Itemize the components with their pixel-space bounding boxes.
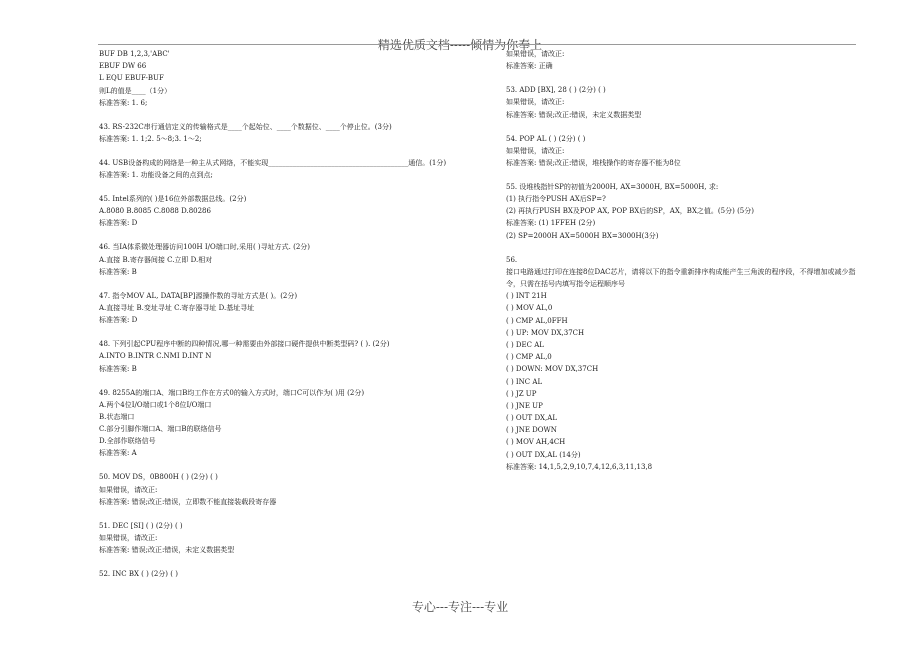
left-question-block: [99, 520, 479, 557]
left-question-block: [99, 241, 479, 278]
block-gap: [506, 169, 906, 181]
right-question-block: [506, 48, 906, 72]
right-text-line: 标准答案: 14,1,5,2,9,10,7,4,12,6,3,11,13,8: [506, 462, 653, 471]
right-text-line: 令，只需在括号内填写指令运程顺序号: [506, 280, 625, 288]
right-question-block: [506, 84, 906, 121]
right-text-line: (1) 执行指令PUSH AX后SP=?: [506, 195, 606, 204]
left-text-line: A.INTO B.INTR C.NMI D.INT N: [99, 352, 212, 361]
left-text-line: 46. 当IA体系微处理器访问100H I/O端口时,采用( )寻址方式. (2分): [99, 243, 311, 252]
right-text-line: ( ) JNE DOWN: [506, 426, 557, 435]
right-text-line: ( ) UP: MOV DX,37CH: [506, 328, 585, 337]
left-text-line: 标准答案: D: [99, 219, 138, 228]
left-text-line: 47. 指令MOV AL, DATA[BP]源操作数的寻址方式是( )。(2分): [99, 291, 298, 300]
left-question-block: [99, 338, 479, 375]
right-column: [506, 48, 906, 473]
left-text-line: 44. USB设备构成的网络是一种主从式网络，不能实现________________________________________通信。(1分): [99, 158, 447, 167]
left-text-line: 标准答案: 1. 功能设备之间的点到点;: [99, 171, 213, 180]
block-gap: [99, 145, 479, 157]
right-text-line: 标准答案: 正确: [506, 62, 553, 71]
left-question-block: [99, 290, 479, 327]
right-text-line: ( ) MOV AH,4CH: [506, 438, 566, 447]
left-question-block: [99, 157, 479, 181]
right-text-line: ( ) CMP AL,0: [506, 353, 552, 362]
left-question-block: [99, 48, 479, 109]
right-question-block: [506, 133, 906, 170]
left-text-line: 标准答案: D: [99, 316, 138, 325]
left-text-line: 标准答案: 1. 1;2. 5～8;3. 1～2;: [99, 134, 202, 143]
left-text-line: 如果错误，请改正:: [99, 485, 158, 494]
right-text-line: 标准答案: 错误;改正:错误，未定义数据类型: [506, 110, 642, 119]
left-text-line: BUF DB 1,2,3,'ABC': [99, 50, 170, 58]
block-gap: [99, 230, 479, 242]
right-question-block: [506, 181, 906, 242]
left-text-line: A.两个4位I/O端口或1个8位I/O端口: [99, 400, 212, 409]
left-text-line: D.全部作联络信号: [99, 437, 156, 446]
left-text-line: A.直接 B.寄存器间接 C.立即 D.相对: [99, 255, 213, 264]
left-text-line: 标准答案: 1. 6;: [99, 98, 148, 107]
right-text-line: (2) 再执行PUSH BX及POP AX, POP BX后的SP，AX，BX之值。(5分) (5分): [506, 207, 754, 216]
left-text-line: 43. RS-232C串行通信定义的传输格式是____个起始位、____个数据位、____个停止位。(3分): [99, 122, 392, 131]
left-question-block: [99, 193, 479, 230]
block-gap: [506, 72, 906, 84]
right-text-line: 54. POP AL ( ) (2分) ( ): [506, 134, 586, 143]
left-text-line: B.状态端口: [99, 412, 135, 421]
left-text-line: 标准答案: 错误;改正:错误，未定义数据类型: [99, 546, 235, 555]
right-text-line: ( ) OUT DX,AL (14分): [506, 450, 581, 459]
right-text-line: 标准答案: 错误;改正:错误，堆栈操作的寄存器不能为8位: [506, 158, 681, 167]
left-text-line: A.8080 B.8085 C.8088 D.80286: [99, 207, 211, 216]
right-text-line: ( ) JNE UP: [506, 401, 543, 410]
left-text-line: 标准答案: B: [99, 364, 137, 373]
left-text-line: 标准答案: 错误;改正:错误，立即数不能直接装载段寄存器: [99, 497, 277, 506]
left-question-block: [99, 387, 479, 460]
right-text-line: ( ) INT 21H: [506, 292, 547, 301]
left-text-line: 如果错误，请改正:: [99, 533, 158, 542]
right-text-line: 如果错误，请改正:: [506, 98, 565, 107]
left-column: [99, 48, 479, 580]
left-text-line: 则L的值是____（1分）: [99, 86, 172, 95]
left-text-line: EBUF DW 66: [99, 62, 147, 71]
block-gap: [99, 326, 479, 338]
right-text-line: 53. ADD [BX], 28 ( ) (2分) ( ): [506, 86, 606, 95]
left-text-line: 51. DEC [SI] ( ) (2分) ( ): [99, 521, 183, 530]
right-text-line: ( ) MOV AL,0: [506, 304, 553, 313]
left-question-block: [99, 568, 479, 580]
left-text-line: A.直接寻址 B.变址寻址 C.寄存器寻址 D.基址寻址: [99, 303, 255, 312]
right-text-line: 55. 设堆栈指针SP的初值为2000H, AX=3000H, BX=5000H, 求:: [506, 182, 719, 191]
left-text-line: 48. 下列引起CPU程序中断的四种情况,哪一种需要由外部接口硬件提供中断类型码? ( ). (2分): [99, 340, 390, 349]
block-gap: [99, 460, 479, 472]
right-text-line: 56.: [506, 255, 518, 264]
block-gap: [506, 242, 906, 254]
right-text-line: 标准答案: (1) 1FFEH (2分): [506, 219, 596, 228]
right-text-line: ( ) DOWN: MOV DX,37CH: [506, 365, 599, 374]
left-text-line: 50. MOV DS，0B800H ( ) (2分) ( ): [99, 473, 218, 482]
right-text-line: (2) SP=2000H AX=5000H BX=3000H(3分): [506, 231, 659, 240]
right-text-line: ( ) DEC AL: [506, 340, 544, 349]
right-text-line: 如果错误，请改正:: [506, 50, 565, 58]
right-text-line: ( ) JZ UP: [506, 389, 537, 398]
left-text-line: 标准答案: B: [99, 267, 137, 276]
right-text-line: ( ) OUT DX,AL: [506, 414, 557, 423]
left-text-line: 49. 8255A的端口A、端口B均工作在方式0的输入方式时，端口C可以作为( )用 (2分): [99, 388, 365, 397]
left-text-line: 52. INC BX ( ) (2分) ( ): [99, 570, 178, 579]
left-text-line: 标准答案: A: [99, 449, 137, 458]
left-question-block: [99, 121, 479, 145]
page-footer: 专心---专注---专业: [411, 600, 509, 614]
block-gap: [99, 508, 479, 520]
right-text-line: 接口电路通过打印在连接8位DAC芯片，请将以下的指令重新排序构成能产生三角波的程序段，不得增加或减少指: [506, 267, 856, 276]
block-gap: [99, 181, 479, 193]
block-gap: [99, 278, 479, 290]
left-question-block: [99, 471, 479, 508]
header-rule: [98, 44, 856, 45]
page-header: 精选优质文档-----倾情为你奉上: [377, 38, 543, 52]
left-text-line: C.部分引脚作端口A、端口B的联络信号: [99, 425, 222, 434]
right-text-line: 如果错误，请改正:: [506, 146, 565, 155]
block-gap: [99, 109, 479, 121]
left-text-line: 45. Intel系列的( )是16位外部数据总线。(2分): [99, 195, 247, 204]
block-gap: [99, 556, 479, 568]
block-gap: [99, 375, 479, 387]
block-gap: [506, 121, 906, 133]
right-question-block: [506, 254, 906, 473]
left-text-line: L EQU EBUF-BUF: [99, 74, 164, 83]
right-text-line: ( ) CMP AL,0FFH: [506, 316, 568, 325]
right-text-line: ( ) INC AL: [506, 377, 543, 386]
